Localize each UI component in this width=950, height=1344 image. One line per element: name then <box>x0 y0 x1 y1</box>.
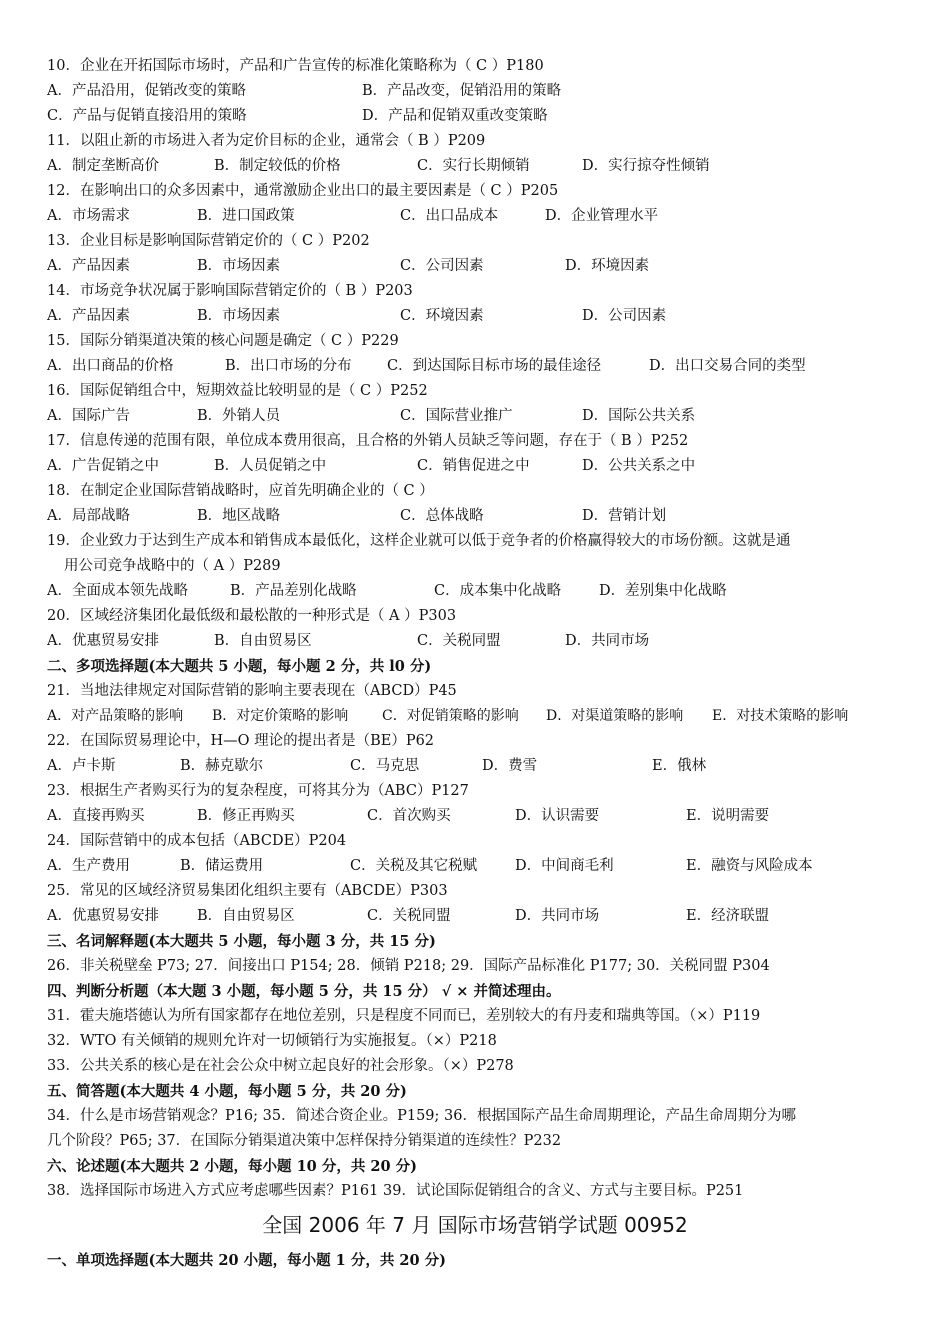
section-1-heading: 一、单项选择题(本大题共 20 小题，每小题 1 分，共 20 分) <box>47 1252 446 1269</box>
option-c: C．实行长期倾销 <box>417 158 530 174</box>
question-11-stem: 11．以阻止新的市场进入者为定价目标的企业，通常会（ B ）P209 <box>47 133 486 149</box>
option-b: B．储运费用 <box>180 858 264 874</box>
option-a: A．制定垄断高价 <box>47 158 159 174</box>
question-10-options-ab <box>47 79 907 104</box>
option-b: B．出口市场的分布 <box>225 358 352 374</box>
question-23-options <box>47 804 907 829</box>
option-d: D．差别集中化战略 <box>599 583 727 599</box>
question-21-stem: 21．当地法律规定对国际营销的影响主要表现在（ABCD）P45 <box>47 683 457 699</box>
option-d: D．共同市场 <box>565 633 650 649</box>
question-20-stem: 20．区域经济集团化最低级和最松散的一种形式是（ A ）P303 <box>47 608 457 624</box>
question-38-39: 38．选择国际市场进入方式应考虑哪些因素？P161 39．试论国际促销组合的含义、方式与主要目标。P251 <box>47 1183 744 1199</box>
question-23-stem: 23．根据生产者购买行为的复杂程度，可将其分为（ABC）P127 <box>47 783 469 799</box>
question-15-stem: 15．国际分销渠道决策的核心问题是确定（ C ）P229 <box>47 333 399 349</box>
option-e: E．俄林 <box>652 758 707 774</box>
option-e: E．融资与风险成本 <box>686 858 813 874</box>
option-d: D．企业管理水平 <box>545 208 659 224</box>
option-c: C．成本集中化战略 <box>434 583 562 599</box>
question-14-stem: 14．市场竞争状况属于影响国际营销定价的（ B ）P203 <box>47 283 413 299</box>
question-19-options <box>47 579 907 604</box>
question-18-options <box>47 504 907 529</box>
option-b: B．外销人员 <box>197 408 281 424</box>
option-d: D．国际公共关系 <box>582 408 696 424</box>
question-22-options <box>47 754 907 779</box>
option-a: A．广告促销之中 <box>47 458 159 474</box>
question-32: 32．WTO 有关倾销的规则允许对一切倾销行为实施报复。（×）P218 <box>47 1033 497 1049</box>
question-19-stem-continued: 用公司竞争战略中的（ A ）P289 <box>64 558 281 574</box>
question-12-options <box>47 204 907 229</box>
question-26-30: 26．非关税壁垒 P73; 27．间接出口 P154; 28．倾销 P218; 29．国际产品标准化 P177; 30．关税同盟 P304 <box>47 958 770 974</box>
option-c: C．对促销策略的影响 <box>382 708 519 724</box>
question-20-options <box>47 629 907 654</box>
question-18-stem: 18．在制定企业国际营销战略时，应首先明确企业的（ C ） <box>47 483 434 499</box>
option-a: A．卢卡斯 <box>47 758 116 774</box>
option-d: D．公司因素 <box>582 308 667 324</box>
option-d: D．公共关系之中 <box>582 458 696 474</box>
question-22-stem: 22．在国际贸易理论中，H—O 理论的提出者是（BE）P62 <box>47 733 435 749</box>
section-5-heading: 五、简答题(本大题共 4 小题，每小题 5 分，共 20 分) <box>47 1083 407 1100</box>
question-19-stem: 19．企业致力于达到生产成本和销售成本最低化，这样企业就可以低于竞争者的价格赢得较大的市场份额。这就是通 <box>47 533 791 549</box>
question-13-stem: 13．企业目标是影响国际营销定价的（ C ）P202 <box>47 233 370 249</box>
option-b: B．地区战略 <box>197 508 281 524</box>
option-a: A．市场需求 <box>47 208 130 224</box>
option-b: B．赫克歇尔 <box>180 758 264 774</box>
question-10-stem: 10．企业在开拓国际市场时，产品和广告宣传的标准化策略称为（ C ）P180 <box>47 58 544 74</box>
option-b: B．市场因素 <box>197 308 281 324</box>
option-a: A．产品沿用，促销改变的策略 <box>47 83 246 99</box>
question-16-stem: 16．国际促销组合中，短期效益比较明显的是（ C ）P252 <box>47 383 428 399</box>
option-c: C．环境因素 <box>400 308 484 324</box>
option-d: D．共同市场 <box>515 908 600 924</box>
section-4-heading: 四、判断分析题（本大题 3 小题，每小题 5 分，共 15 分） √ × 并简述理由。 <box>47 983 561 1000</box>
option-d: D．环境因素 <box>565 258 650 274</box>
option-b: B．制定较低的价格 <box>214 158 341 174</box>
option-d: D．营销计划 <box>582 508 667 524</box>
option-a: A．生产费用 <box>47 858 130 874</box>
option-a: A．产品因素 <box>47 308 130 324</box>
option-a: A．全面成本领先战略 <box>47 583 188 599</box>
option-d: D．认识需要 <box>515 808 600 824</box>
option-b: B．修正再购买 <box>197 808 295 824</box>
question-25-stem: 25．常见的区域经济贸易集团化组织主要有（ABCDE）P303 <box>47 883 448 899</box>
option-e: E．经济联盟 <box>686 908 770 924</box>
option-d: D．对渠道策略的影响 <box>546 708 684 724</box>
question-34-37-continued: 几个阶段？P65; 37．在国际分销渠道决策中怎样保持分销渠道的连续性？P232 <box>47 1133 562 1149</box>
option-d: D．出口交易合同的类型 <box>649 358 806 374</box>
exam-title: 全国 2006 年 7 月 国际市场营销学试题 00952 <box>262 1213 688 1237</box>
option-a: A．国际广告 <box>47 408 130 424</box>
option-a: A．优惠贸易安排 <box>47 633 159 649</box>
question-24-options <box>47 854 907 879</box>
option-a: A．对产品策略的影响 <box>47 708 184 724</box>
section-3-heading: 三、名词解释题(本大题共 5 小题，每小题 3 分，共 15 分) <box>47 933 436 950</box>
question-16-options <box>47 404 907 429</box>
option-c: C．关税及其它税赋 <box>350 858 478 874</box>
option-a: A．优惠贸易安排 <box>47 908 159 924</box>
option-e: E．说明需要 <box>686 808 770 824</box>
option-e: E．对技术策略的影响 <box>712 708 849 724</box>
option-b: B．市场因素 <box>197 258 281 274</box>
option-c: C．产品与促销直接沿用的策略 <box>47 108 247 124</box>
option-b: B．进口国政策 <box>197 208 295 224</box>
option-c: C．总体战略 <box>400 508 484 524</box>
option-c: C．关税同盟 <box>417 633 501 649</box>
option-b: B．对定价策略的影响 <box>212 708 349 724</box>
question-17-stem: 17．信息传递的范围有限，单位成本费用很高，且合格的外销人员缺乏等问题，存在于（ B ）P252 <box>47 433 689 449</box>
option-c: C．马克思 <box>350 758 420 774</box>
option-c: C．公司因素 <box>400 258 484 274</box>
question-13-options <box>47 254 907 279</box>
question-25-options <box>47 904 907 929</box>
option-c: C．关税同盟 <box>367 908 451 924</box>
question-17-options <box>47 454 907 479</box>
question-33: 33．公共关系的核心是在社会公众中树立起良好的社会形象。（×）P278 <box>47 1058 514 1074</box>
option-a: A．产品因素 <box>47 258 130 274</box>
question-31: 31．霍夫施塔德认为所有国家都存在地位差别，只是程度不同而已，差别较大的有丹麦和瑞典等国。（×）P119 <box>47 1008 761 1024</box>
option-b: B．自由贸易区 <box>214 633 312 649</box>
option-a: A．出口商品的价格 <box>47 358 174 374</box>
option-b: B．产品差别化战略 <box>230 583 357 599</box>
question-14-options <box>47 304 907 329</box>
option-a: A．直接再购买 <box>47 808 145 824</box>
question-34-37: 34．什么是市场营销观念？P16; 35．简述合资企业。P159; 36．根据国际产品生命周期理论，产品生命周期分为哪 <box>47 1108 796 1124</box>
question-11-options <box>47 154 907 179</box>
question-21-options <box>47 704 907 729</box>
option-d: D．实行掠夺性倾销 <box>582 158 710 174</box>
option-d: D．产品和促销双重改变策略 <box>362 108 548 124</box>
option-b: B．人员促销之中 <box>214 458 327 474</box>
option-d: D．费雪 <box>482 758 538 774</box>
question-15-options <box>47 354 907 379</box>
option-a: A．局部战略 <box>47 508 130 524</box>
option-b: B．自由贸易区 <box>197 908 295 924</box>
option-c: C．首次购买 <box>367 808 451 824</box>
section-6-heading: 六、论述题(本大题共 2 小题，每小题 10 分，共 20 分) <box>47 1158 417 1175</box>
option-b: B．产品改变，促销沿用的策略 <box>362 83 562 99</box>
section-2-heading: 二、多项选择题(本大题共 5 小题，每小题 2 分，共 l0 分) <box>47 658 432 675</box>
option-c: C．国际营业推广 <box>400 408 513 424</box>
question-10-options-cd <box>47 104 907 129</box>
option-c: C．到达国际目标市场的最佳途径 <box>387 358 602 374</box>
question-24-stem: 24．国际营销中的成本包括（ABCDE）P204 <box>47 833 347 849</box>
option-c: C．出口品成本 <box>400 208 499 224</box>
option-c: C．销售促进之中 <box>417 458 530 474</box>
question-12-stem: 12．在影响出口的众多因素中，通常激励企业出口的最主要因素是（ C ）P205 <box>47 183 559 199</box>
option-d: D．中间商毛利 <box>515 858 614 874</box>
